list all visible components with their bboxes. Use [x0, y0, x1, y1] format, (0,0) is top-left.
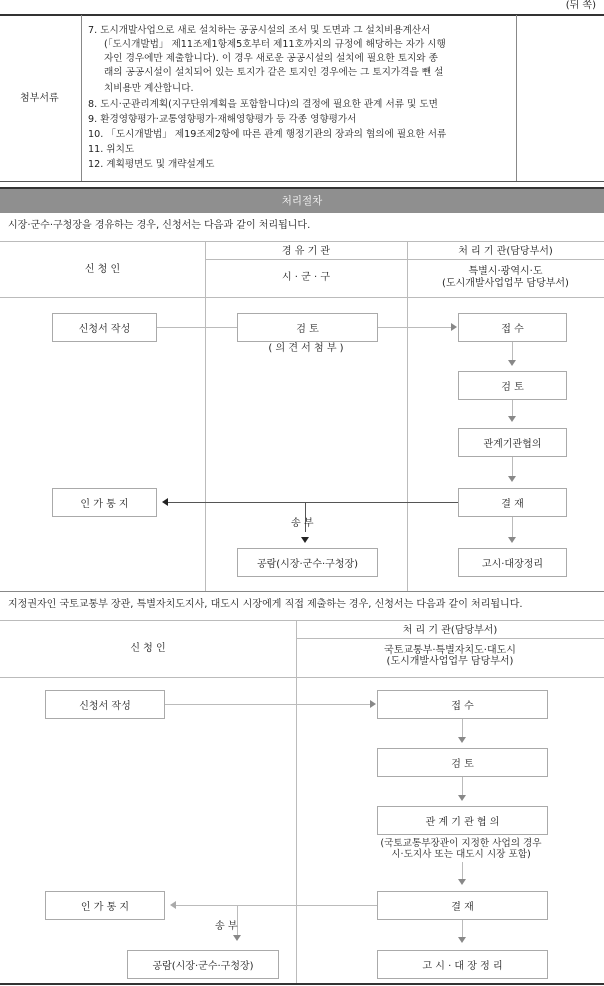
s2-connector [462, 920, 463, 937]
s1-connector [512, 342, 513, 360]
arrow-down-icon [301, 537, 309, 543]
attachments-label: 첨부서류 [20, 93, 59, 104]
section1-col-divider-1 [205, 241, 206, 591]
s2-send-label: 송 부 [215, 921, 238, 932]
s2-review-box: 검 토 [377, 748, 548, 777]
s1-register-box: 고시·대장정리 [458, 548, 567, 577]
s2-col-applicant: 신 청 인 [130, 643, 166, 654]
s1-receive-box: 접 수 [458, 313, 567, 342]
arrow-right-icon [370, 700, 376, 708]
arrow-down-icon [508, 537, 516, 543]
s2-register-box: 고 시 · 대 장 정 리 [377, 950, 548, 979]
s1-notice-box: 인 가 통 지 [52, 488, 157, 517]
arrow-down-icon [458, 795, 466, 801]
procedure-header-title: 처리절차 [281, 195, 323, 207]
s2-col-proc-sub1: 국토교통부·특별자치도·대도시 [384, 645, 516, 656]
section2-col-divider [296, 620, 297, 983]
s1-review-via-note: ( 의 견 서 첨 부 ) [268, 343, 344, 354]
section2-top-rule [0, 620, 604, 621]
s2-consult-note-2: 시·도지사 또는 대도시 시장 포함) [391, 849, 531, 860]
attachment-line: 7. 도시개발사업으로 새로 설치하는 공공시설의 조서 및 도면과 그 설치비용계산서 [88, 25, 431, 36]
section2-header-subrule [296, 638, 604, 639]
arrow-down-icon [508, 360, 516, 366]
s2-consult-note-1: (국토교통부장관이 지정한 사업의 경우 [380, 838, 542, 849]
s1-send-label: 송 부 [291, 518, 314, 529]
s1-connector [157, 327, 237, 328]
page-marker: (뒤 쪽) [565, 0, 596, 11]
s1-col-proc-sub1: 특별시·광역시·도 [468, 266, 543, 277]
attachment-line: 래의 공공시설이 설치되어 있는 토지가 같은 토지인 경우에는 그 토지가격을 뺀 설 [104, 67, 444, 78]
section2-header-bottom-rule [0, 677, 604, 678]
procedure-header [0, 187, 604, 213]
attachment-line: 자인 경우에만 제출합니다). 이 경우 새로운 공공시설의 설치에 필요한 토지와 종 [104, 53, 438, 64]
arrow-down-icon [458, 937, 466, 943]
s1-col-via-sub: 시 · 군 · 구 [281, 272, 331, 283]
s2-publish-local-box: 공람(시장·군수·구청장) [127, 950, 279, 979]
attachment-line: 9. 환경영향평가·교통영향평가·재해영향평가 등 각종 영향평가서 [88, 114, 357, 125]
table-divider [81, 15, 82, 181]
s1-notice-connector [168, 502, 458, 503]
arrow-right-icon [451, 323, 457, 331]
table-bottom-border [0, 181, 604, 182]
s1-col-proc-sub2: (도시개발사업업무 담당부서) [442, 278, 569, 289]
arrow-down-icon [508, 416, 516, 422]
section1-col-divider-2 [407, 241, 408, 591]
s1-col-applicant: 신 청 인 [84, 264, 121, 275]
table-top-border [0, 14, 604, 16]
s2-connector [462, 777, 463, 795]
section1-intro: 시장·군수·구청장을 경유하는 경우, 신청서는 다음과 같이 처리됩니다. [8, 220, 311, 231]
s1-col-via-title: 경 유 기 관 [281, 246, 331, 257]
attachment-line: (「도시개발법」 제11조제1항제5호부터 제11호까지의 규정에 해당하는 자가 시행 [104, 39, 446, 50]
section1-header-subrule [205, 259, 604, 260]
s2-col-proc-sub2: (도시개발사업업무 담당부서) [386, 656, 514, 667]
s2-apply-box: 신청서 작성 [45, 690, 165, 719]
arrow-left-icon [162, 498, 168, 506]
arrow-down-icon [458, 879, 466, 885]
s1-connector [512, 517, 513, 537]
s2-approve-box: 결 재 [377, 891, 548, 920]
s2-connector [462, 719, 463, 737]
s1-connector [378, 327, 452, 328]
attachment-line: 11. 위치도 [88, 144, 135, 155]
arrow-left-icon [170, 901, 176, 909]
attachment-line: 8. 도시·군관리계획(지구단위계획을 포함합니다)의 결정에 필요한 관계 서류 및 도면 [88, 99, 438, 110]
s1-connector [512, 457, 513, 476]
s1-publish-local-box: 공람(시장·군수·구청장) [237, 548, 378, 577]
section2-intro: 지정권자인 국토교통부 장관, 특별자치도지사, 대도시 시장에게 직접 제출하는 경우, 신청서는 다음과 같이 처리됩니다. [8, 599, 523, 610]
section1-header-bottom-rule [0, 297, 604, 298]
s1-review-via-box: 검 토 [237, 313, 378, 342]
s1-approve-box: 결 재 [458, 488, 567, 517]
s2-connector [462, 862, 463, 879]
section2-bottom-border [0, 983, 604, 985]
s2-consult-box: 관 계 기 관 협 의 [377, 806, 548, 835]
s2-notice-connector [176, 905, 377, 906]
arrow-down-icon [233, 935, 241, 941]
s1-apply-box: 신청서 작성 [52, 313, 157, 342]
attachment-line: 12. 계획평면도 및 개략설계도 [88, 159, 215, 170]
arrow-down-icon [458, 737, 466, 743]
s2-connector [165, 704, 371, 705]
attachment-line: 치비용만 계산합니다. [104, 83, 194, 94]
s2-receive-box: 접 수 [377, 690, 548, 719]
s1-connector [512, 400, 513, 416]
s1-consult-box: 관계기관협의 [458, 428, 567, 457]
s2-col-proc-title: 처 리 기 관(담당부서) [402, 625, 498, 636]
s1-review-box: 검 토 [458, 371, 567, 400]
s1-col-proc-title: 처 리 기 관(담당부서) [458, 246, 553, 257]
s2-notice-box: 인 가 통 지 [45, 891, 165, 920]
arrow-down-icon [508, 476, 516, 482]
section1-bottom-rule [0, 591, 604, 592]
section1-top-rule [0, 241, 604, 242]
attachment-line: 10. 「도시개발법」 제19조제2항에 따른 관계 행정기관의 장과의 협의에 필요한 서류 [88, 129, 447, 140]
